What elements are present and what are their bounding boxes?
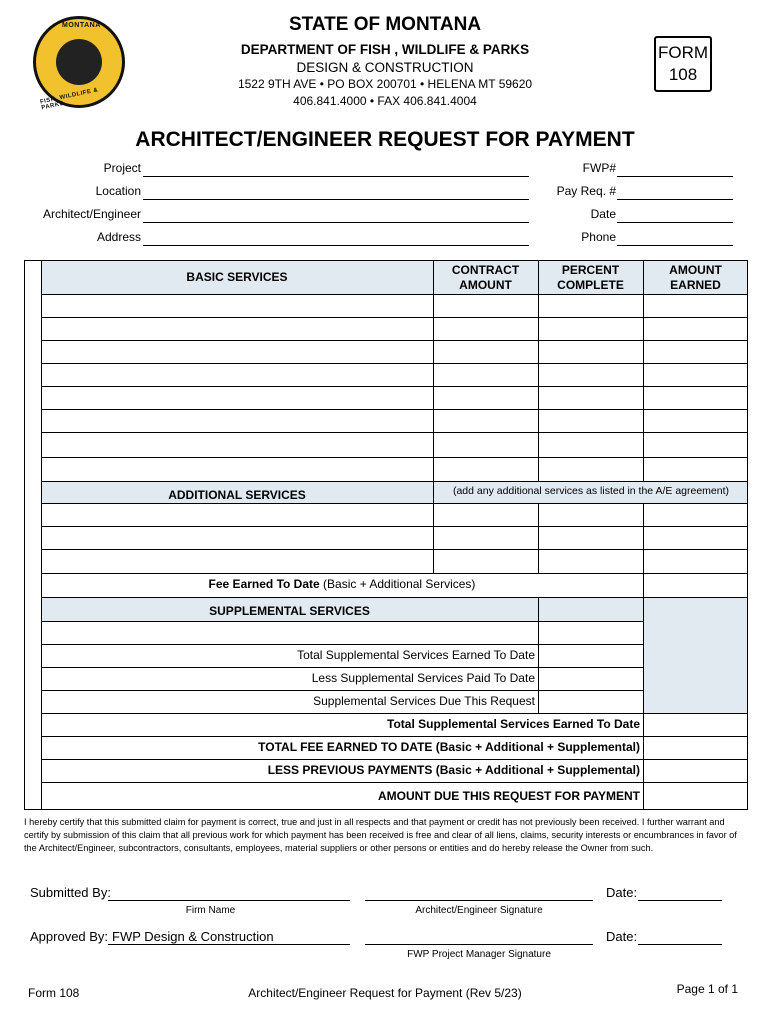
- pay-req-label: Pay Req. #: [556, 184, 616, 198]
- page-title: ARCHITECT/ENGINEER REQUEST FOR PAYMENT: [135, 128, 635, 151]
- pm-signature-input[interactable]: [365, 944, 593, 945]
- additional-services-header: ADDITIONAL SERVICES: [168, 488, 306, 502]
- ae-signature-caption: Architect/Engineer Signature: [415, 905, 543, 916]
- bear-icon: [56, 39, 102, 85]
- logo-top-text: MONTANA: [62, 22, 101, 29]
- fee-earned-label: [41, 577, 643, 591]
- form-label: FORM: [657, 43, 709, 62]
- percent-complete-line2: COMPLETE: [557, 278, 624, 292]
- less-previous-label: LESS PREVIOUS PAYMENTS (Basic + Additional + Supplemental): [267, 763, 640, 777]
- approved-by-line: [108, 944, 350, 945]
- firm-name-input[interactable]: [108, 900, 350, 901]
- form-number: 108: [668, 65, 698, 84]
- date2-input[interactable]: [638, 944, 722, 945]
- submitted-by-label: Submitted By:: [30, 885, 111, 900]
- ae-signature-input[interactable]: [365, 900, 593, 901]
- fee-earned-bold: Fee Earned To Date: [208, 577, 320, 591]
- pay-req-input[interactable]: [617, 199, 733, 200]
- architect-label: Architect/Engineer: [42, 207, 141, 221]
- location-input[interactable]: [143, 199, 529, 200]
- pm-signature-caption: FWP Project Manager Signature: [407, 949, 551, 960]
- date-label: Date: [590, 207, 616, 221]
- department-address: 1522 9TH AVE • PO BOX 200701 • HELENA MT 59620: [237, 77, 533, 91]
- address-input[interactable]: [143, 245, 529, 246]
- date1-input[interactable]: [638, 900, 722, 901]
- contract-amount-line1: CONTRACT: [451, 263, 520, 277]
- division-name: DESIGN & CONSTRUCTION: [296, 60, 474, 75]
- contract-amount-header: [433, 263, 538, 293]
- percent-complete-line1: PERCENT: [561, 263, 620, 277]
- date1-label: Date:: [606, 885, 638, 900]
- date2-label: Date:: [606, 929, 638, 944]
- footer-page-number: Page 1 of 1: [676, 982, 738, 996]
- address-label: Address: [96, 230, 141, 244]
- total-supp-earned-label: Total Supplemental Services Earned To Date: [297, 648, 535, 662]
- architect-input[interactable]: [143, 222, 529, 223]
- project-input[interactable]: [143, 176, 529, 177]
- contract-amount-line2: AMOUNT: [459, 278, 512, 292]
- total-fee-earned-label: TOTAL FEE EARNED TO DATE (Basic + Additional + Supplemental): [258, 740, 640, 754]
- less-supp-paid-label: Less Supplemental Services Paid To Date: [311, 671, 535, 685]
- fwp-input[interactable]: [617, 176, 733, 177]
- amount-earned-line2: EARNED: [670, 278, 721, 292]
- approved-by-value: FWP Design & Construction: [112, 929, 274, 944]
- total-supp-earned-bold-label: Total Supplemental Services Earned To Date: [387, 717, 640, 731]
- fwp-logo: [33, 16, 125, 112]
- additional-services-note: (add any additional services as listed in the A/E agreement): [452, 485, 730, 497]
- amount-due-label: AMOUNT DUE THIS REQUEST FOR PAYMENT: [377, 789, 640, 803]
- certification-text: I hereby certify that this submitted claim for payment is correct, true and just in all respects and that payment or credit has not previously been received. I further warrant and certify by submission of this claim that all previous work for which payment has been received is free and clear of all liens, claims, security interests or encumbrances in favor of the Architect/Engineer, subcontractors, consultants, employees, material suppliers or other persons or entities and do hereby release the Owner from such.: [24, 817, 737, 853]
- date-input[interactable]: [617, 222, 733, 223]
- form-number-box: [654, 36, 712, 92]
- amount-earned-header: [643, 263, 748, 293]
- fee-earned-rest: (Basic + Additional Services): [319, 577, 476, 591]
- footer-form-title: Architect/Engineer Request for Payment (Rev 5/23): [248, 986, 522, 1000]
- phone-label: Phone: [581, 230, 616, 244]
- supplemental-services-header: SUPPLEMENTAL SERVICES: [209, 604, 370, 618]
- payment-table: [24, 260, 748, 810]
- fwp-label: FWP#: [582, 161, 616, 175]
- approved-by-label: Approved By:: [30, 929, 109, 944]
- percent-complete-header: [538, 263, 643, 293]
- firm-name-caption: Firm Name: [185, 905, 236, 916]
- state-title: STATE OF MONTANA: [288, 14, 482, 35]
- footer-form-number: Form 108: [28, 986, 80, 1000]
- supp-due-label: Supplemental Services Due This Request: [313, 694, 535, 708]
- basic-services-header: BASIC SERVICES: [186, 270, 288, 284]
- department-name: DEPARTMENT OF FISH , WILDLIFE & PARKS: [240, 42, 530, 57]
- department-phone: 406.841.4000 • FAX 406.841.4004: [293, 94, 477, 108]
- location-label: Location: [95, 184, 141, 198]
- project-label: Project: [103, 161, 141, 175]
- logo-bottom-text: FISH, WILDLIFE & PARKS: [39, 87, 99, 112]
- amount-earned-line1: AMOUNT: [669, 263, 722, 277]
- phone-input[interactable]: [617, 245, 733, 246]
